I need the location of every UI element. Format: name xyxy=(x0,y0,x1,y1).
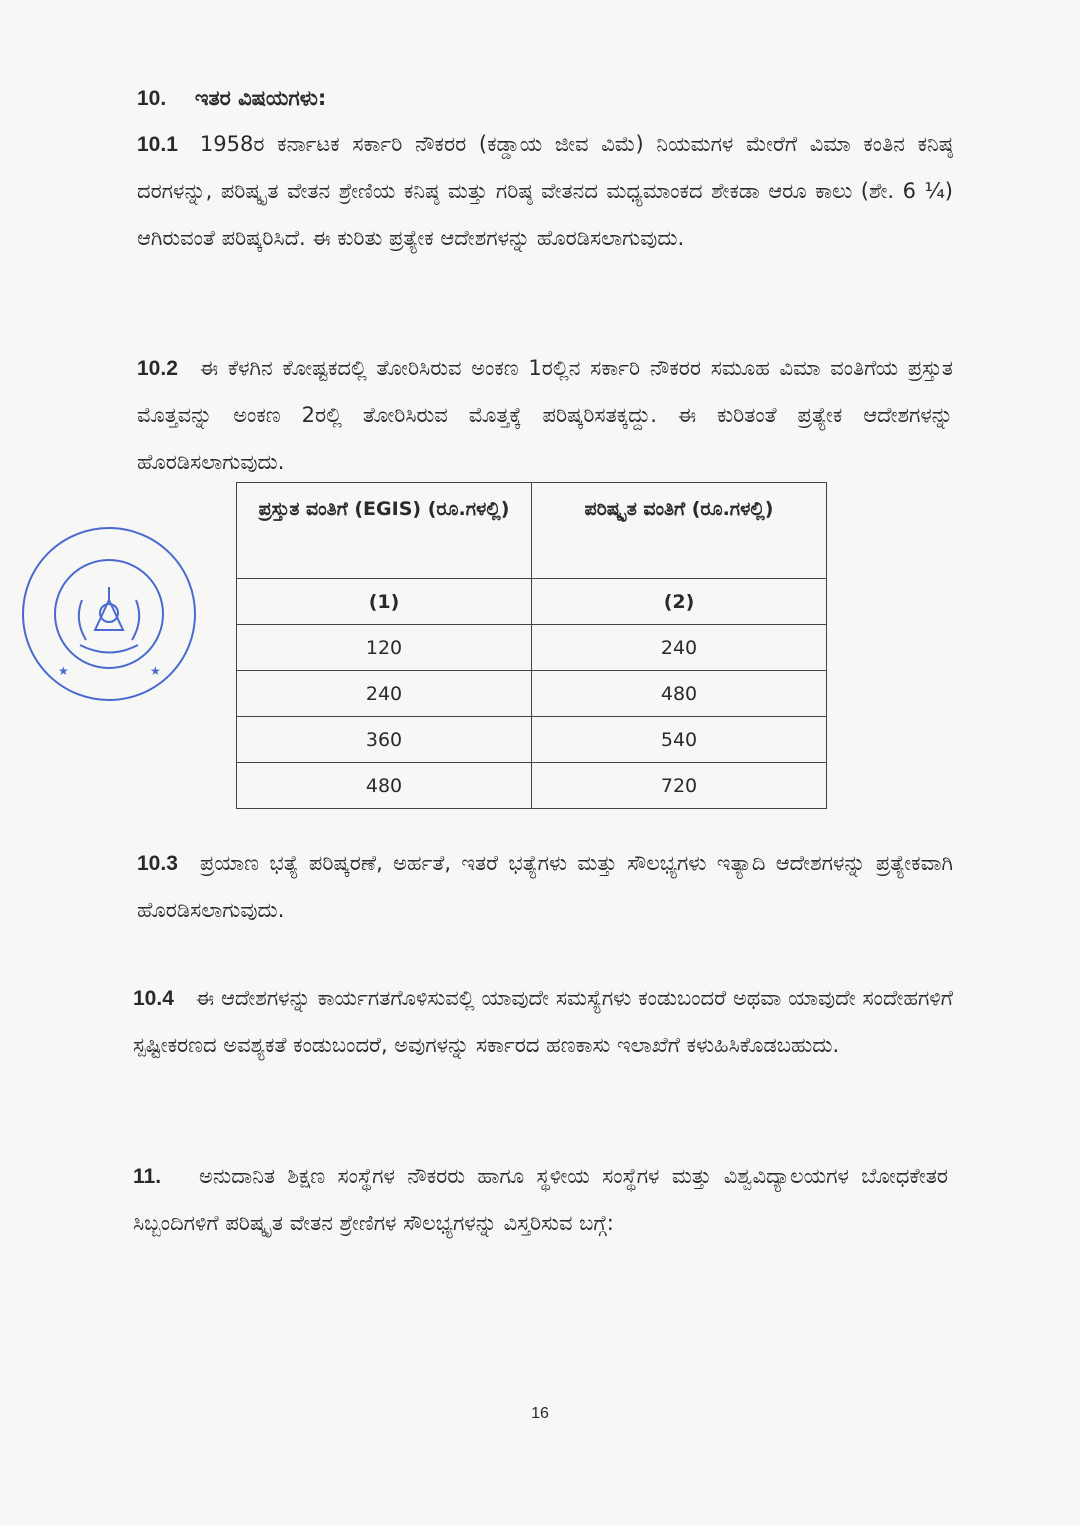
table-cell: 480 xyxy=(237,763,532,809)
section-title: ಇತರ ವಿಷಯಗಳು: xyxy=(194,86,327,110)
paragraph-text: ಅನುದಾನಿತ ಶಿಕ್ಷಣ ಸಂಸ್ಥೆಗಳ ನೌಕರರು ಹಾಗೂ ಸ್ಥಳೀಯ ಸಂಸ್ಥೆಗಳ ಮತ್ತು ವಿಶ್ವವಿದ್ಯಾಲಯಗಳ ಬೋಧಕೇತರ ಸಿಬ್ಬಂದಿಗಳಿಗೆ ಪರಿಷ್ಕೃತ ವೇತನ ಶ್ರೇಣಿಗಳ ಸೌಲಭ್ಯಗಳನ್ನು ವಿಸ್ತರಿಸುವ ಬಗ್ಗೆ: xyxy=(133,1164,948,1235)
column-number: (2) xyxy=(532,579,827,625)
paragraph-10-3 xyxy=(137,840,953,934)
table-row xyxy=(237,625,827,671)
paragraph-10-2 xyxy=(137,345,953,486)
table-header-revised: ಪರಿಷ್ಕೃತ ವಂತಿಗೆ (ರೂ.ಗಳಲ್ಲಿ) xyxy=(532,483,827,579)
paragraph-text: ಪ್ರಯಾಣ ಭತ್ಯೆ ಪರಿಷ್ಕರಣೆ, ಅರ್ಹತೆ, ಇತರೆ ಭತ್ಯೆಗಳು ಮತ್ತು ಸೌಲಭ್ಯಗಳು ಇತ್ಯಾದಿ ಆದೇಶಗಳನ್ನು ಪ್ರತ್ಯೇಕವಾಗಿ ಹೊರಡಿಸಲಾಗುವುದು. xyxy=(137,851,953,922)
page-number: 16 xyxy=(531,1405,549,1422)
paragraph-number: 10.2 xyxy=(137,357,178,380)
star-icon: ★ xyxy=(58,664,69,678)
insurance-contribution-table xyxy=(236,482,827,809)
section-number: 10. xyxy=(137,87,167,110)
table-header-current: ಪ್ರಸ್ತುತ ವಂತಿಗೆ (EGIS) (ರೂ.ಗಳಲ್ಲಿ) xyxy=(237,483,532,579)
paragraph-10-4 xyxy=(133,975,953,1069)
table-cell: 480 xyxy=(532,671,827,717)
paragraph-text: ಈ ಆದೇಶಗಳನ್ನು ಕಾರ್ಯಗತಗೊಳಿಸುವಲ್ಲಿ ಯಾವುದೇ ಸಮಸ್ಯೆಗಳು ಕಂಡುಬಂದರೆ ಅಥವಾ ಯಾವುದೇ ಸಂದೇಹಗಳಿಗೆ ಸ್ಪಷ್ಟೀಕರಣದ ಅವಶ್ಯಕತೆ ಕಂಡುಬಂದರೆ, ಅವುಗಳನ್ನು ಸರ್ಕಾರದ ಹಣಕಾಸು ಇಲಾಖೆಗೆ ಕಳುಹಿಸಿಕೊಡಬಹುದು. xyxy=(133,986,953,1057)
section-10-heading xyxy=(137,78,326,119)
paragraph-11 xyxy=(133,1153,948,1247)
table-cell: 240 xyxy=(237,671,532,717)
table-row xyxy=(237,763,827,809)
paragraph-text: 1958ರ ಕರ್ನಾಟಕ ಸರ್ಕಾರಿ ನೌಕರರ (ಕಡ್ಡಾಯ ಜೀವ ವಿಮೆ) ನಿಯಮಗಳ ಮೇರೆಗೆ ವಿಮಾ ಕಂತಿನ ಕನಿಷ್ಠ ದರಗಳನ್ನು, ಪರಿಷ್ಕೃತ ವೇತನ ಶ್ರೇಣಿಯ ಕನಿಷ್ಠ ಮತ್ತು ಗರಿಷ್ಠ ವೇತನದ ಮಧ್ಯಮಾಂಕದ ಶೇಕಡಾ ಆರೂ ಕಾಲು (ಶೇ. 6 ¼) ಆಗಿರುವಂತೆ ಪರಿಷ್ಕರಿಸಿದೆ. ಈ ಕುರಿತು ಪ್ರತ್ಯೇಕ ಆದೇಶಗಳನ್ನು ಹೊರಡಿಸಲಾಗುವುದು. xyxy=(137,132,953,250)
column-number: (1) xyxy=(237,579,532,625)
paragraph-number: 10.1 xyxy=(137,133,178,156)
association-seal-stamp xyxy=(20,525,198,703)
table-cell: 540 xyxy=(532,717,827,763)
paragraph-number: 10.3 xyxy=(137,852,178,875)
paragraph-text: ಈ ಕೆಳಗಿನ ಕೋಷ್ಟಕದಲ್ಲಿ ತೋರಿಸಿರುವ ಅಂಕಣ 1ರಲ್ಲಿನ ಸರ್ಕಾರಿ ನೌಕರರ ಸಮೂಹ ವಿಮಾ ವಂತಿಗೆಯ ಪ್ರಸ್ತುತ ಮೊತ್ತವನ್ನು ಅಂಕಣ 2ರಲ್ಲಿ ತೋರಿಸಿರುವ ಮೊತ್ತಕ್ಕೆ ಪರಿಷ್ಕರಿಸತಕ್ಕದ್ದು. ಈ ಕುರಿತಂತೆ ಪ್ರತ್ಯೇಕ ಆದೇಶಗಳನ್ನು ಹೊರಡಿಸಲಾಗುವುದು. xyxy=(137,356,953,474)
table-cell: 240 xyxy=(532,625,827,671)
table-cell: 360 xyxy=(237,717,532,763)
table-cell: 720 xyxy=(532,763,827,809)
table-row xyxy=(237,717,827,763)
star-icon: ★ xyxy=(150,664,161,678)
paragraph-number: 11. xyxy=(133,1165,162,1188)
paragraph-number: 10.4 xyxy=(133,987,174,1010)
paragraph-10-1 xyxy=(137,121,953,262)
table-cell: 120 xyxy=(237,625,532,671)
table-row xyxy=(237,671,827,717)
